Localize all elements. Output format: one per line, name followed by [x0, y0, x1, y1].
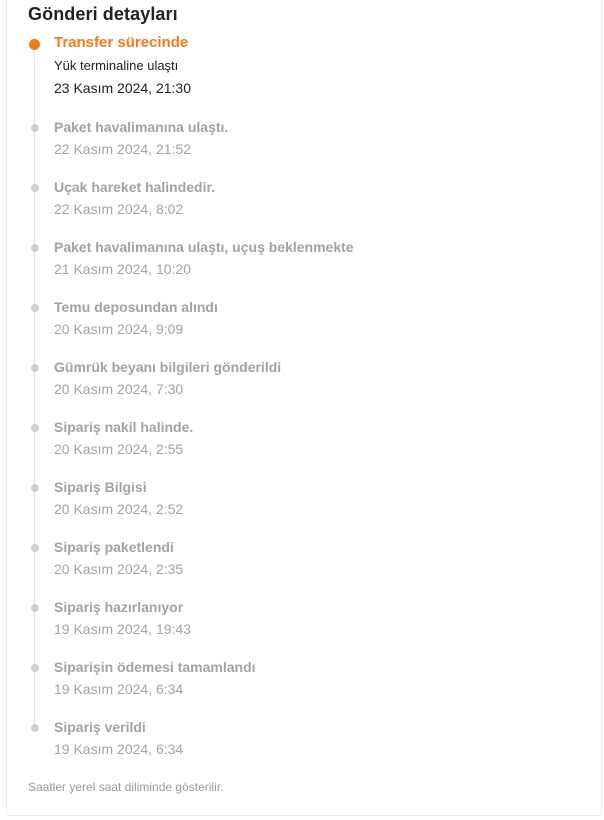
status-dot-icon: [31, 604, 39, 612]
event-time: 22 Kasım 2024, 8:02: [54, 201, 184, 217]
status-dot-icon: [31, 244, 39, 252]
event-time: 20 Kasım 2024, 2:55: [54, 441, 184, 457]
event-time: 20 Kasım 2024, 7:30: [54, 381, 184, 397]
event-title: Transfer sürecinde: [54, 34, 189, 51]
event-time: 19 Kasım 2024, 19:43: [54, 621, 191, 637]
timeline-event: [7, 239, 601, 294]
page-title: Gönderi detayları: [28, 4, 178, 24]
timeline-event: [7, 359, 601, 414]
event-title: Uçak hareket halindedir.: [54, 179, 216, 195]
event-title: Paket havalimanına ulaştı, uçuş beklenmekte: [54, 239, 354, 255]
event-title: Sipariş paketlendi: [54, 539, 174, 555]
timeline-event: [7, 179, 601, 234]
timeline-event: [7, 299, 601, 354]
tracking-timeline: [7, 0, 601, 815]
status-dot-icon: [31, 544, 39, 552]
timeline-event: [7, 419, 601, 474]
event-time: 19 Kasım 2024, 6:34: [54, 681, 184, 697]
event-title: Temu deposundan alındı: [54, 299, 218, 315]
event-time: 19 Kasım 2024, 6:34: [54, 741, 184, 757]
timeline-event: [7, 599, 601, 654]
status-dot-icon: [31, 424, 39, 432]
status-dot-icon: [31, 484, 39, 492]
status-dot-icon: [31, 724, 39, 732]
status-dot-icon: [31, 184, 39, 192]
event-time: 21 Kasım 2024, 10:20: [54, 261, 191, 277]
event-title: Gümrük beyanı bilgileri gönderildi: [54, 359, 282, 375]
status-dot-icon: [31, 664, 39, 672]
event-title: Sipariş hazırlanıyor: [54, 599, 184, 615]
timeline-event: [7, 119, 601, 174]
event-time: 23 Kasım 2024, 21:30: [54, 80, 191, 96]
shipment-details-card: [6, 0, 602, 816]
event-time: 22 Kasım 2024, 21:52: [54, 141, 191, 157]
event-time: 20 Kasım 2024, 2:52: [54, 501, 184, 517]
event-time: 20 Kasım 2024, 2:35: [54, 561, 184, 577]
timeline-event: [7, 659, 601, 714]
event-time: 20 Kasım 2024, 9:09: [54, 321, 184, 337]
timeline-event-current: [7, 34, 601, 96]
event-title: Sipariş nakil halinde.: [54, 419, 194, 435]
timezone-note: Saatler yerel saat diliminde gösterilir.: [28, 780, 224, 794]
status-dot-icon: [31, 304, 39, 312]
status-dot-icon: [29, 39, 40, 50]
status-dot-icon: [31, 124, 39, 132]
timeline-event: [7, 719, 601, 774]
event-title: Paket havalimanına ulaştı.: [54, 119, 229, 135]
event-title: Sipariş Bilgisi: [54, 479, 147, 495]
status-dot-icon: [31, 364, 39, 372]
timeline-event: [7, 539, 601, 594]
event-title: Siparişin ödemesi tamamlandı: [54, 659, 256, 675]
event-subtitle: Yük terminaline ulaştı: [54, 58, 179, 73]
timeline-event: [7, 479, 601, 534]
event-title: Sipariş verildi: [54, 719, 146, 735]
